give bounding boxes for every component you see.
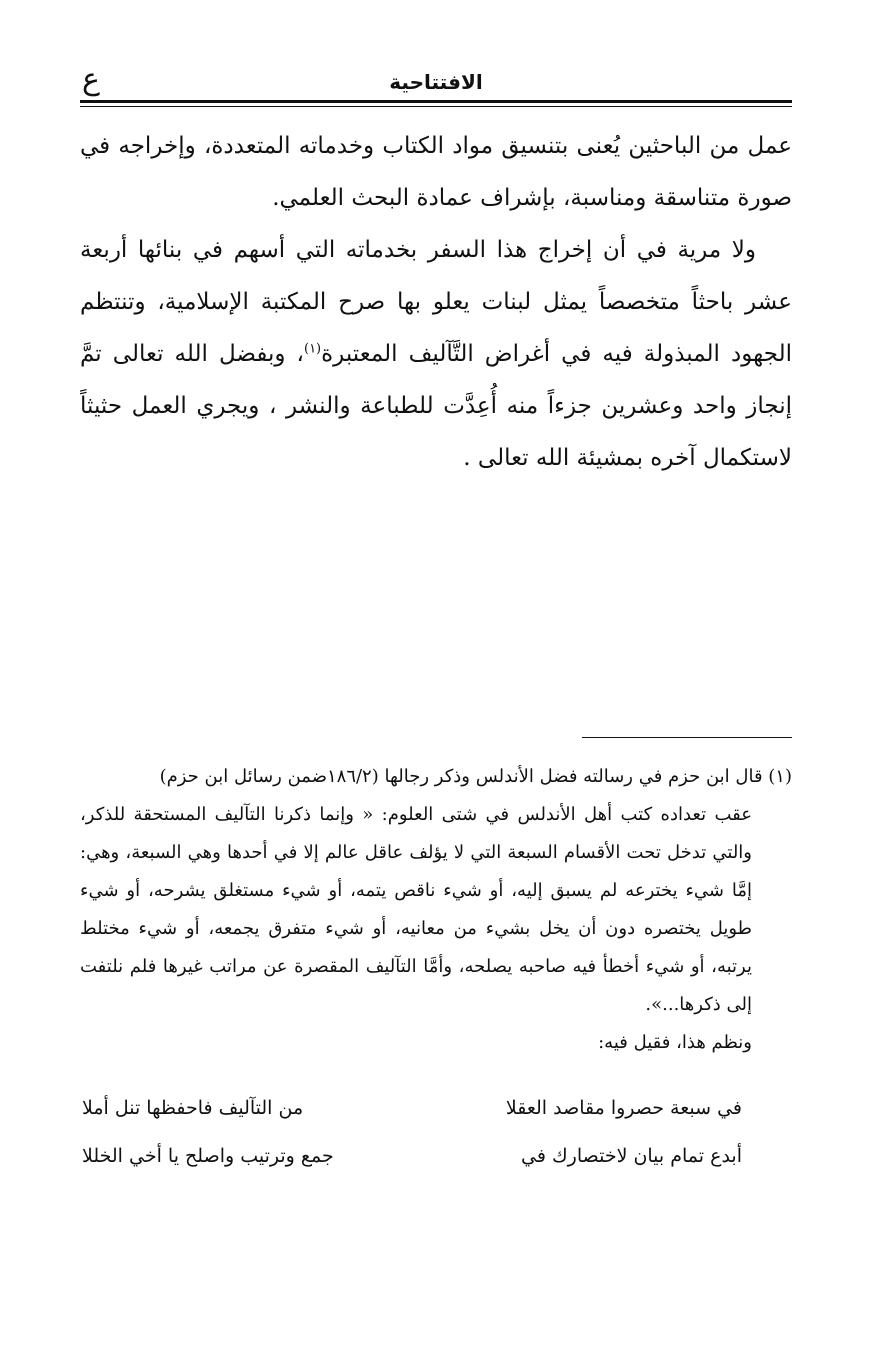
paragraph-2-part-2: ، وبفضل الله تعالى تمَّ إنجاز واحد وعشرين جزءاً منه أُعِدَّت للطباعة والنشر ، ويجري العمل حثيثاً لاستكمال آخره بمشيئة الله تعالى . (80, 341, 792, 471)
footnote-quote: عقب تعداده كتب أهل الأندلس في شتى العلوم: « وإنما ذكرنا التآليف المستحقة للذكر، والتي تدخل تحت الأقسام السبعة التي لا يؤلف عاقل عالم إلا في أحدها وهي السبعة، وهي: إمَّا شيء يخترعه لم يسبق إليه، أو شيء ناقص يتمه، أو شيء مستغلق يشرحه، أو شيء طويل يختصره دون أن يخل بشيء من معانيه، أو شيء متفرق يجمعه، أو شيء مختلط يرتبه، أو شيء أخطأ فيه صاحبه يصلحه، وأمَّا التآليف المقصرة عن مراتب غيرها فلم نلتفت إلى ذكرها...». (80, 804, 752, 1015)
footnote (80, 758, 792, 1062)
poem-first-hemistich: أبدع تمام بيان لاختصارك في (521, 1145, 742, 1167)
poem (80, 1097, 792, 1193)
poem-line (80, 1097, 792, 1145)
footnote-first-line: (١) قال ابن حزم في رسالته فضل الأندلس وذكر رجالها (١٨٦/٢ضمن رسائل ابن حزم) (159, 766, 792, 787)
paragraph-2-part-1: ولا مرية في أن إخراج هذا السفر بخدماته التي أسهم في بنائها أربعة عشر باحثاً متخصصاً يمثل لبنات يعلو بها صرح المكتبة الإسلامية، وتنتظم الجهود المبذولة فيه في أغراض التَّآليف المعتبرة (80, 237, 792, 367)
paragraph-1: عمل من الباحثين يُعنى بتنسيق مواد الكتاب وخدماته المتعددة، وإخراجه في صورة متناسقة ومناسبة، بإشراف عمادة البحث العلمي. (80, 133, 792, 211)
header-rule-thick (80, 100, 792, 103)
header-rule-thin (80, 106, 792, 107)
main-text (80, 120, 792, 484)
page-number: ع (82, 62, 100, 97)
poem-second-hemistich: من التآليف فاحفظها تنل أملا (82, 1097, 304, 1119)
chapter-title: الافتتاحية (389, 70, 483, 94)
footnote-reference: (١) (303, 341, 322, 357)
poem-first-hemistich: في سبعة حصروا مقاصد العقلا (505, 1097, 742, 1119)
running-header (80, 62, 792, 104)
poem-second-hemistich: جمع وترتيب واصلح يا أخي الخللا (82, 1145, 334, 1167)
footnote-verse-intro: ونظم هذا، فقيل فيه: (598, 1032, 752, 1053)
paragraph-2 (80, 224, 792, 484)
footnote-body (80, 796, 752, 1062)
poem-line (80, 1145, 792, 1193)
footnote-separator (582, 737, 792, 738)
